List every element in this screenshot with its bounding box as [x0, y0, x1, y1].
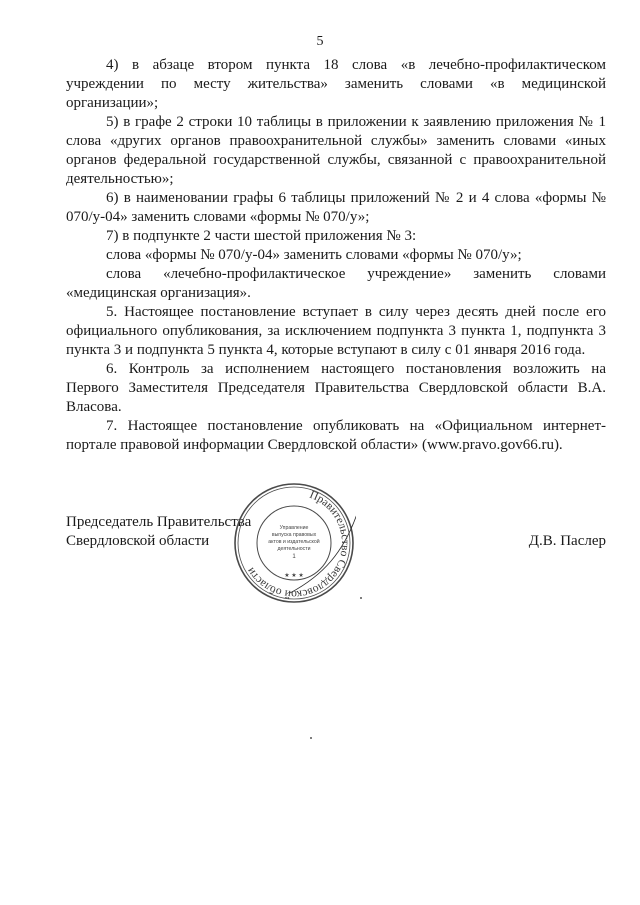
signatory-name: Д.В. Паслер — [528, 533, 606, 549]
signatory-title-line-2: Свердловской области — [66, 533, 210, 549]
seal-inner-line-3: актов и издательской — [268, 539, 320, 545]
paragraph-subitem-7-words-1: слова «формы № 070/у-04» заменить словами «формы № 070/у»; — [106, 247, 522, 263]
signature-block — [66, 488, 606, 633]
paragraph-subitem-7-words-2: слова «лечебно-профилактическое учреждение» заменить словами «медицинская организация». — [66, 266, 606, 301]
seal-inner-line-2: выпуска правовых — [271, 532, 317, 538]
seal-outer-text: Правительство Свердловской области — [244, 488, 352, 601]
paragraph-subitem-6: 6) в наименовании графы 6 таблицы приложений № 2 и 4 слова «формы № 070/у-04» заменить словами «формы № 070/у»; — [66, 190, 606, 225]
page-number: 5 — [316, 34, 324, 49]
official-seal-stamp — [232, 481, 356, 605]
scan-speck — [310, 737, 312, 739]
paragraph-item-6-control: 6. Контроль за исполнением настоящего постановления возложить на Первого Заместителя Председателя Правительства Свердловской области В.А. Власова. — [66, 361, 606, 415]
paragraph-subitem-4: 4) в абзаце втором пункта 18 слова «в лечебно-профилактическом учреждении по месту жительства» заменить словами «в медицинской организации»; — [66, 57, 606, 111]
paragraph-subitem-7: 7) в подпункте 2 части шестой приложения № 3: — [106, 228, 417, 244]
seal-inner-line-1: Управление — [279, 525, 309, 531]
seal-inner-line-4: деятельности — [277, 546, 311, 552]
paragraph-item-5-entry-into-force: 5. Настоящее постановление вступает в силу через десять дней после его официального опубликования, за исключением подпункта 3 пункта 1, подпункта 3 пункта 3 и подпункта 5 пункта 4, которые вступают в силу с 01 января 2016 года. — [66, 304, 606, 358]
signatory-title — [66, 513, 251, 551]
scan-speck — [360, 597, 362, 599]
signatory-title-line-1: Председатель Правительства — [66, 514, 252, 530]
document-body — [66, 56, 606, 455]
seal-number: 1 — [292, 554, 296, 560]
paragraph-item-7-publication: 7. Настоящее постановление опубликовать на «Официальном интернет-портале правовой информации Свердловской области» (www.pravo.gov66.ru). — [66, 418, 606, 453]
paragraph-subitem-5: 5) в графе 2 строки 10 таблицы в приложении к заявлению приложения № 1 слова «других органов правоохранительной службы» заменить словами «иных органов федеральной государственной службы, связанной с правоохранительной деятельностью»; — [66, 114, 606, 187]
seal-stars: ★ ★ ★ — [284, 573, 304, 579]
